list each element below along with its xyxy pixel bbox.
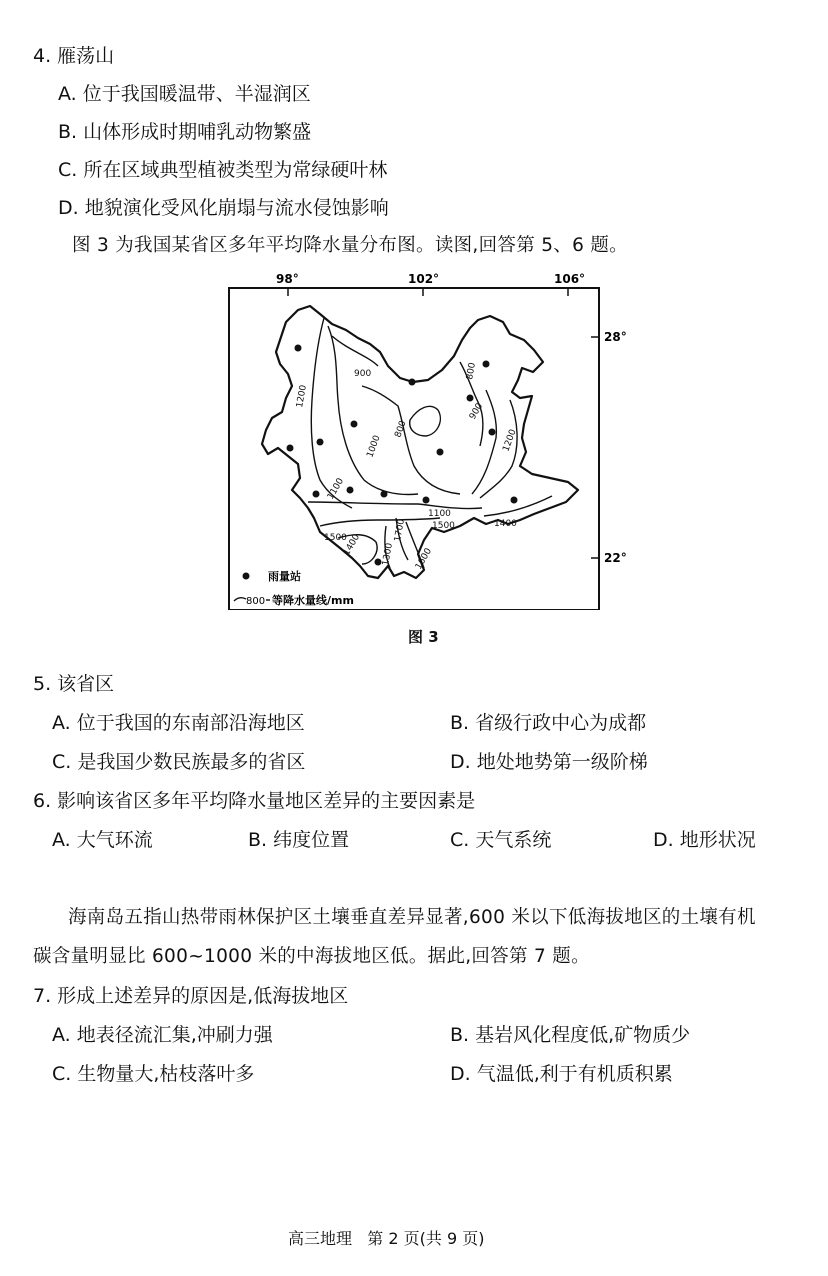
q6-option-c: C. 天气系统 [450,829,552,851]
precipitation-map [228,270,653,610]
q5-option-b: B. 省级行政中心为成都 [450,712,647,734]
isohyet-label: 1400 [494,519,517,529]
legend-line-symbol [234,598,246,601]
figure3-caption: 图 3 [408,628,439,646]
isohyet-label: 900 [467,401,486,422]
lat-28-label: 28° [604,330,627,344]
q7-option-d: D. 气温低,利于有机质积累 [450,1063,673,1085]
station [295,345,302,352]
isohyet-label: 800 [393,419,409,440]
q5-option-a: A. 位于我国的东南部沿海地区 [52,712,305,734]
q7-option-b: B. 基岩风化程度低,矿物质少 [450,1024,691,1046]
q6-stem: 6. 影响该省区多年平均降水量地区差异的主要因素是 [33,790,476,812]
station [313,491,320,498]
q5-option-c: C. 是我国少数民族最多的省区 [52,751,306,773]
lon-102-label: 102° [408,272,440,286]
isohyet-label: 900 [354,369,372,379]
map-frame [229,288,599,610]
station [483,361,490,368]
station [287,445,294,452]
isohyet-900-north [328,326,418,494]
station [437,449,444,456]
station [381,491,388,498]
q4-option-c: C. 所在区域典型植被类型为常绿硬叶林 [58,159,388,181]
isohyet-label: 1700 [393,518,407,543]
lon-106-label: 106° [554,272,586,286]
isohyet-label: 1500 [432,521,455,531]
isohyet-label: 1600 [413,546,435,572]
isohyet-1400-east [484,496,552,516]
isohyet-label: 1300 [381,542,395,567]
q4-option-d: D. 地貌演化受风化崩塌与流水侵蚀影响 [58,197,389,219]
station [347,487,354,494]
isohyet-1500 [320,518,440,526]
legend-station-dot [243,573,250,580]
station [351,421,358,428]
q7-intro-line1: 海南岛五指山热带雨林保护区土壤垂直差异显著,600 米以下低海拔地区的土壤有机 [68,907,756,928]
q7-intro-line2: 碳含量明显比 600~1000 米的中海拔地区低。据此,回答第 7 题。 [33,946,590,967]
station [511,497,518,504]
q5-option-d: D. 地处地势第一级阶梯 [450,751,648,773]
isohyet-800-loop [410,406,441,436]
q4-option-a: A. 位于我国暖温带、半湿润区 [58,83,311,105]
q5-stem: 5. 该省区 [33,673,115,695]
q7-stem: 7. 形成上述差异的原因是,低海拔地区 [33,985,349,1007]
page-footer: 高三地理 第 2 页(共 9 页) [288,1229,485,1248]
legend-line-text: 等降水量线/mm [272,594,354,607]
station [317,439,324,446]
isohyet-label: 1100 [325,476,347,502]
q6-option-d: D. 地形状况 [653,829,756,851]
isohyet-label: 1200 [295,384,309,409]
isohyet-1100 [308,502,482,509]
legend-station-text: 雨量站 [268,570,301,583]
station [409,379,416,386]
lat-22-label: 22° [604,551,627,565]
isohyet-label: 1200 [501,428,519,454]
q7-option-a: A. 地表径流汇集,冲刷力强 [52,1024,273,1046]
q4-stem: 4. 雁荡山 [33,45,115,67]
q7-option-c: C. 生物量大,枯枝落叶多 [52,1063,255,1085]
isohyet-label: 1000 [365,434,383,460]
q6-option-a: A. 大气环流 [52,829,153,851]
q6-option-b: B. 纬度位置 [248,829,350,851]
figure3-intro: 图 3 为我国某省区多年平均降水量分布图。读图,回答第 5、6 题。 [72,235,628,256]
province-outline [262,306,578,578]
isohyet-label: 1500 [324,533,347,543]
station [423,497,430,504]
station [489,429,496,436]
q4-option-b: B. 山体形成时期哺乳动物繁盛 [58,121,312,143]
isohyet-label: 1100 [428,509,451,519]
isohyet-label: 800 [465,361,478,381]
isohyet-900-inner [332,336,378,366]
legend-line-value: 800 [246,596,266,607]
isohyet-label: 1400 [341,532,363,558]
lon-98-label: 98° [276,272,299,286]
station [467,395,474,402]
